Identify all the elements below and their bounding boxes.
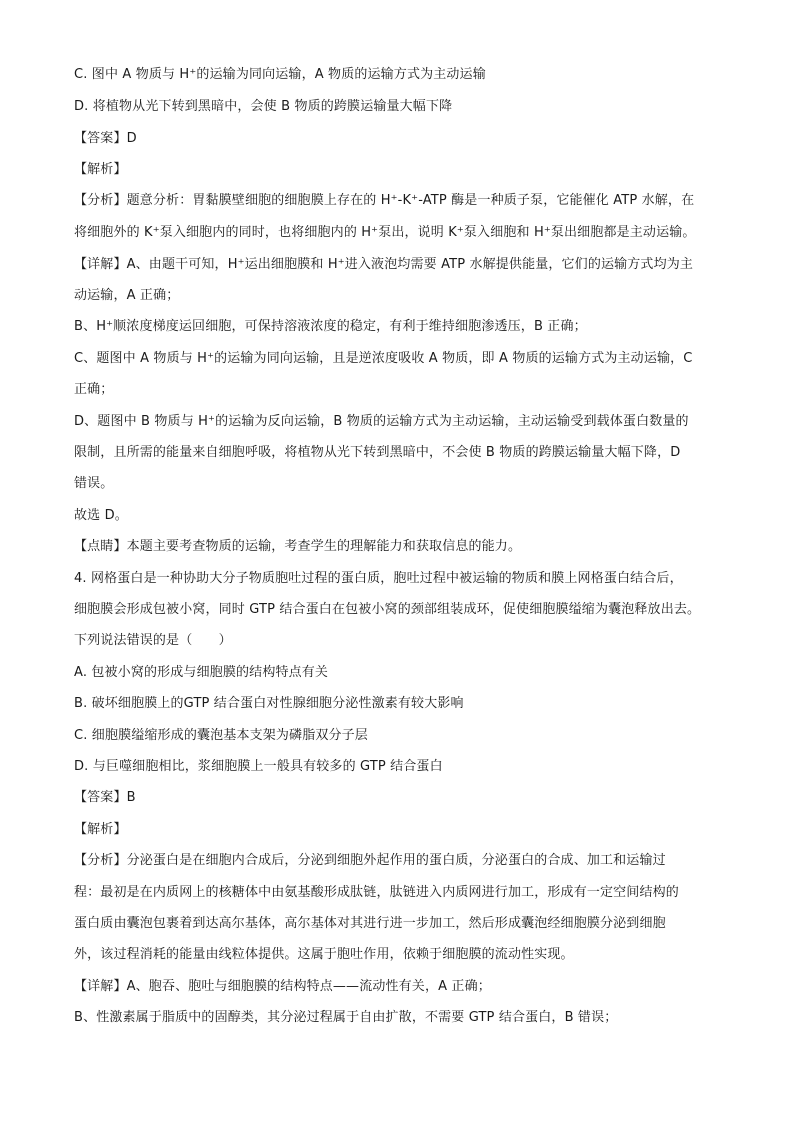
option-c-line: C. 图中 A 物质与 H⁺的运输为同向运输，A 物质的运输方式为主动运输 <box>74 67 486 82</box>
detail-text-line: 错误。 <box>74 476 114 491</box>
comment-line: 【点睛】本题主要考查物质的运输，考查学生的理解能力和获取信息的能力。 <box>74 539 522 554</box>
analysis-text-line: 蛋白质由囊泡包裹着到达高尔基体，高尔基体对其进行进一步加工，然后形成囊泡经细胞膜分泌到细胞 <box>74 916 666 931</box>
analysis-heading: 【解析】 <box>74 162 127 177</box>
answer-label: 【答案】D <box>74 131 137 146</box>
detail-text-line: C、题图中 A 物质与 H⁺的运输为同向运输，且是逆浓度吸收 A 物质，即 A 物质的运输方式为主动运输，C <box>74 351 693 366</box>
option-d-line: D. 将植物从光下转到黑暗中，会使 B 物质的跨膜运输量大幅下降 <box>74 99 453 114</box>
analysis-heading: 【解析】 <box>74 822 127 837</box>
analysis-text-line: 外，该过程消耗的能量由线粒体提供。这属于胞吐作用，依赖于细胞膜的流动性实现。 <box>74 947 574 962</box>
choice-line: 故选 D。 <box>74 508 128 523</box>
option-a-line: A. 包被小窝的形成与细胞膜的结构特点有关 <box>74 665 329 680</box>
question-4-stem: 4. 网格蛋白是一种协助大分子物质胞吐过程的蛋白质，胞吐过程中被运输的物质和膜上网格蛋白结合后， <box>74 571 683 586</box>
detail-text-line: 【详解】A、由题干可知，H⁺运出细胞膜和 H⁺进入液泡均需要 ATP 水解提供能量，它们的运输方式均为主 <box>74 257 694 272</box>
analysis-text-line: 【分析】题意分析：胃黏膜壁细胞的细胞膜上存在的 H⁺-K⁺-ATP 酶是一种质子泵，它能催化 ATP 水解，在 <box>74 193 695 208</box>
option-b-line: B. 破坏细胞膜上的GTP 结合蛋白对性腺细胞分泌性激素有较大影响 <box>74 696 464 711</box>
answer-label: 【答案】B <box>74 790 136 805</box>
detail-text-line: 限制，且所需的能量来自细胞呼吸，将植物从光下转到黑暗中，不会使 B 物质的跨膜运输量大幅下降，D <box>74 445 681 460</box>
question-4-stem: 细胞膜会形成包被小窝，同时 GTP 结合蛋白在包被小窝的颈部组装成环，促使细胞膜缢缩为囊泡释放出去。 <box>74 602 701 617</box>
analysis-text-line: 将细胞外的 K⁺泵入细胞内的同时，也将细胞内的 H⁺泵出，说明 K⁺泵入细胞和 H⁺泵出细胞都是主动运输。 <box>74 225 696 240</box>
analysis-text-line: 【分析】分泌蛋白是在细胞内合成后，分泌到细胞外起作用的蛋白质，分泌蛋白的合成、加工和运输过 <box>74 853 666 868</box>
question-4-stem: 下列说法错误的是（ ） <box>74 633 232 648</box>
detail-text-line: D、题图中 B 物质与 H⁺的运输为反向运输，B 物质的运输方式为主动运输，主动运输受到载体蛋白数量的 <box>74 414 689 429</box>
detail-text-line: 【详解】A、胞吞、胞吐与细胞膜的结构特点——流动性有关，A 正确； <box>74 979 491 994</box>
detail-text-line: 正确； <box>74 382 114 397</box>
option-d-line: D. 与巨噬细胞相比，浆细胞膜上一般具有较多的 GTP 结合蛋白 <box>74 759 443 774</box>
option-c-line: C. 细胞膜缢缩形成的囊泡基本支架为磷脂双分子层 <box>74 728 368 743</box>
detail-text-line: 动运输，A 正确； <box>74 288 180 303</box>
analysis-text-line: 程：最初是在内质网上的核糖体中由氨基酸形成肽链，肽链进入内质网进行加工，形成有一定空间结构的 <box>74 885 679 900</box>
detail-text-line: B、H⁺顺浓度梯度运回细胞，可保持溶液浓度的稳定，有利于维持细胞渗透压，B 正确； <box>74 319 587 334</box>
detail-text-line: B、性激素属于脂质中的固醇类，其分泌过程属于自由扩散，不需要 GTP 结合蛋白，B 错误； <box>74 1010 618 1025</box>
